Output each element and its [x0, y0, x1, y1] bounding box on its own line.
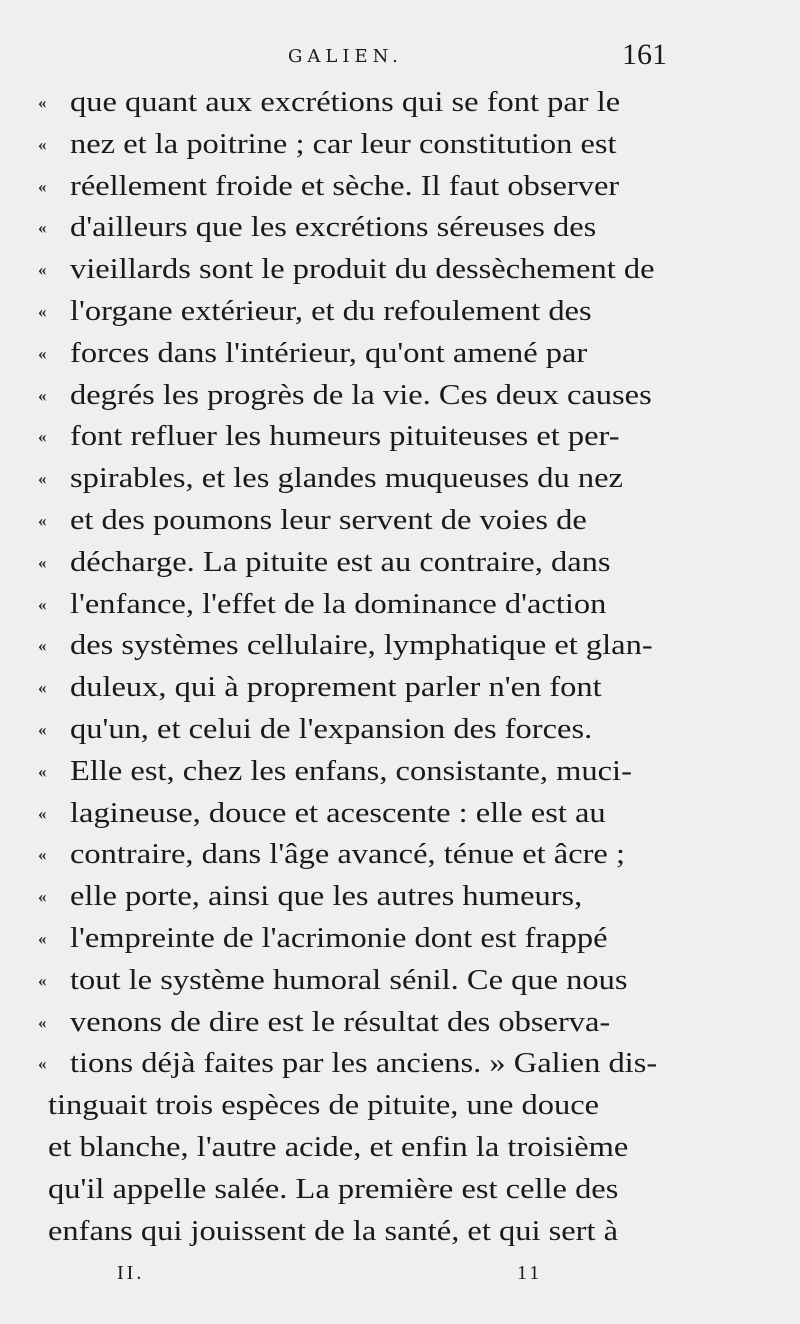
- line-text: l'enfance, l'effet de la dominance d'action: [70, 587, 607, 620]
- quotation-mark: «: [38, 636, 47, 656]
- quotation-mark: «: [38, 845, 47, 865]
- line-text: et blanche, l'autre acide, et enfin la troisième: [48, 1130, 629, 1163]
- quotation-mark: «: [38, 134, 47, 154]
- line-text: l'organe extérieur, et du refoulement des: [70, 294, 592, 327]
- line-text: l'empreinte de l'acrimonie dont est frappé: [70, 921, 608, 954]
- text-line: [38, 166, 718, 208]
- line-text: lagineuse, douce et acescente : elle est au: [70, 796, 606, 829]
- text-line: [38, 1211, 718, 1253]
- text-line: [38, 751, 718, 793]
- quotation-mark: «: [38, 218, 47, 238]
- text-line: [38, 1127, 718, 1169]
- text-line: [38, 124, 718, 166]
- quotation-mark: «: [38, 427, 47, 447]
- quotation-mark: «: [38, 761, 47, 781]
- line-text: tout le système humoral sénil. Ce que nous: [70, 963, 628, 996]
- line-text: d'ailleurs que les excrétions séreuses des: [70, 211, 597, 244]
- text-line: [38, 793, 718, 835]
- text-line: [38, 416, 718, 458]
- line-text: elle porte, ainsi que les autres humeurs,: [70, 880, 583, 913]
- quotation-mark: «: [38, 1054, 47, 1074]
- line-text: vieillards sont le produit du dessèchement de: [70, 253, 655, 286]
- text-line: [38, 542, 718, 584]
- line-text: enfans qui jouissent de la santé, et qui sert à: [48, 1214, 619, 1247]
- line-text: Elle est, chez les enfans, consistante, muci-: [70, 754, 632, 787]
- text-line: [38, 1043, 718, 1085]
- text-line: [38, 876, 718, 918]
- quotation-mark: «: [38, 93, 47, 112]
- signature-volume: II.: [117, 1262, 145, 1284]
- text-line: [38, 500, 718, 542]
- quotation-mark: «: [38, 887, 47, 907]
- text-line: [38, 918, 718, 960]
- quotation-mark: «: [38, 176, 47, 196]
- quotation-mark: «: [38, 469, 47, 489]
- line-text: des systèmes cellulaire, lymphatique et glan-: [70, 629, 653, 662]
- line-text: venons de dire est le résultat des observa-: [70, 1005, 611, 1038]
- page-number: 161: [622, 38, 667, 71]
- text-line: [38, 1169, 718, 1211]
- quotation-mark: «: [38, 385, 47, 405]
- quotation-mark: «: [38, 719, 47, 739]
- line-text: que quant aux excrétions qui se font par le: [70, 86, 621, 118]
- text-line: [38, 333, 718, 375]
- text-line: [38, 82, 718, 124]
- line-text: qu'un, et celui de l'expansion des forces.: [70, 712, 593, 745]
- signature-sheet: 11: [517, 1262, 543, 1284]
- text-line: [38, 207, 718, 249]
- line-text: décharge. La pituite est au contraire, dans: [70, 545, 611, 578]
- quotation-mark: «: [38, 510, 47, 530]
- quotation-mark: «: [38, 594, 47, 614]
- quotation-mark: «: [38, 260, 47, 280]
- quotation-mark: «: [38, 343, 47, 363]
- line-text: spirables, et les glandes muqueuses du nez: [70, 462, 623, 495]
- text-line: [38, 960, 718, 1002]
- text-line: [38, 375, 718, 417]
- line-text: duleux, qui à proprement parler n'en font: [70, 671, 602, 704]
- quotation-mark: «: [38, 928, 47, 948]
- quotation-mark: «: [38, 301, 47, 321]
- line-text: forces dans l'intérieur, qu'ont amené par: [70, 336, 588, 369]
- text-line: [38, 667, 718, 709]
- line-text: font refluer les humeurs pituiteuses et per-: [70, 420, 620, 453]
- line-text: tinguait trois espèces de pituite, une douce: [48, 1089, 600, 1122]
- line-text: tions déjà faites par les anciens. » Galien dis-: [70, 1047, 658, 1080]
- line-text: contraire, dans l'âge avancé, ténue et âcre ;: [70, 838, 625, 871]
- text-line: [38, 625, 718, 667]
- line-text: degrés les progrès de la vie. Ces deux causes: [70, 378, 652, 411]
- text-line: [38, 291, 718, 333]
- running-head: GALIEN.: [288, 46, 403, 67]
- page-header: [0, 40, 800, 80]
- line-text: qu'il appelle salée. La première est celle des: [48, 1172, 619, 1205]
- line-text: réellement froide et sèche. Il faut observer: [70, 169, 620, 202]
- text-line: [38, 834, 718, 876]
- text-line: [38, 1085, 718, 1127]
- text-line: [38, 249, 718, 291]
- text-line: [38, 709, 718, 751]
- text-line: [38, 458, 718, 500]
- text-line: [38, 584, 718, 626]
- line-text: nez et la poitrine ; car leur constitution est: [70, 127, 617, 160]
- quotation-mark: «: [38, 678, 47, 698]
- text-line: [38, 1002, 718, 1044]
- body-text: [38, 82, 718, 1252]
- line-text: et des poumons leur servent de voies de: [70, 503, 587, 536]
- page-footer: [0, 1262, 800, 1292]
- quotation-mark: «: [38, 803, 47, 823]
- quotation-mark: «: [38, 970, 47, 990]
- quotation-mark: «: [38, 1012, 47, 1032]
- quotation-mark: «: [38, 552, 47, 572]
